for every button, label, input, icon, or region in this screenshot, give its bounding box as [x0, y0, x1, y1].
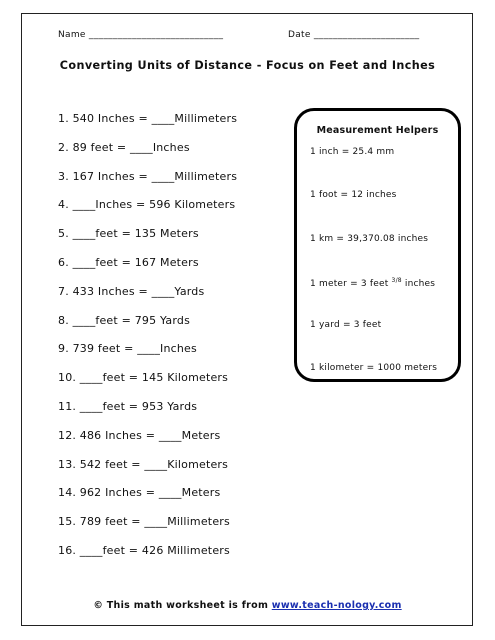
- problem-item: 14. 962 Inches = ____Meters: [58, 486, 221, 500]
- helper-meter-suffix: inches: [404, 279, 436, 289]
- problem-item: 6. ____feet = 167 Meters: [58, 255, 199, 269]
- footer-link[interactable]: www.teach-nology.com: [271, 600, 402, 611]
- helpers-title: Measurement Helpers: [316, 125, 439, 136]
- problem-item: 12. 486 Inches = ____Meters: [58, 428, 221, 442]
- problem-list: [58, 112, 237, 573]
- date-field: Date ______________________: [288, 30, 420, 40]
- helper-inch: 1 inch = 25.4 mm: [310, 147, 395, 157]
- problem-item: 13. 542 feet = ____Kilometers: [58, 457, 229, 471]
- problem-item: 9. 739 feet = ____Inches: [58, 342, 197, 356]
- problem-item: 8. ____feet = 795 Yards: [58, 313, 191, 327]
- problem-item: 16. ____feet = 426 Millimeters: [58, 543, 230, 557]
- problem-item: 3. 167 Inches = ____Millimeters: [58, 169, 238, 183]
- helper-yard: 1 yard = 3 feet: [310, 320, 382, 330]
- helper-meter-prefix: 1 meter = 3 feet: [310, 279, 389, 289]
- helper-km: 1 km = 39,370.08 inches: [310, 234, 429, 244]
- problem-item: 2. 89 feet = ____Inches: [58, 140, 190, 154]
- helper-foot: 1 foot = 12 inches: [310, 190, 397, 200]
- problem-item: 11. ____feet = 953 Yards: [58, 399, 198, 413]
- problem-item: 7. 433 Inches = ____Yards: [58, 284, 205, 298]
- helper-meter: [310, 277, 435, 289]
- helper-kilometer: 1 kilometer = 1000 meters: [310, 363, 438, 373]
- problem-item: 4. ____Inches = 596 Kilometers: [58, 198, 236, 212]
- problem-item: 1. 540 Inches = ____Millimeters: [58, 112, 238, 125]
- problem-item: 5. ____feet = 135 Meters: [58, 227, 199, 241]
- problem-item: 10. ____feet = 145 Kilometers: [58, 371, 229, 385]
- footer-prefix: © This math worksheet is from: [93, 600, 269, 611]
- measurement-helpers-box: [294, 108, 461, 382]
- name-field: Name ____________________________: [58, 30, 224, 40]
- problem-item: 15. 789 feet = ____Millimeters: [58, 515, 230, 529]
- footer-credit: [0, 600, 495, 611]
- worksheet-title: Converting Units of Distance - Focus on Feet and Inches: [59, 59, 436, 72]
- helper-meter-fraction: 3/8: [391, 277, 402, 284]
